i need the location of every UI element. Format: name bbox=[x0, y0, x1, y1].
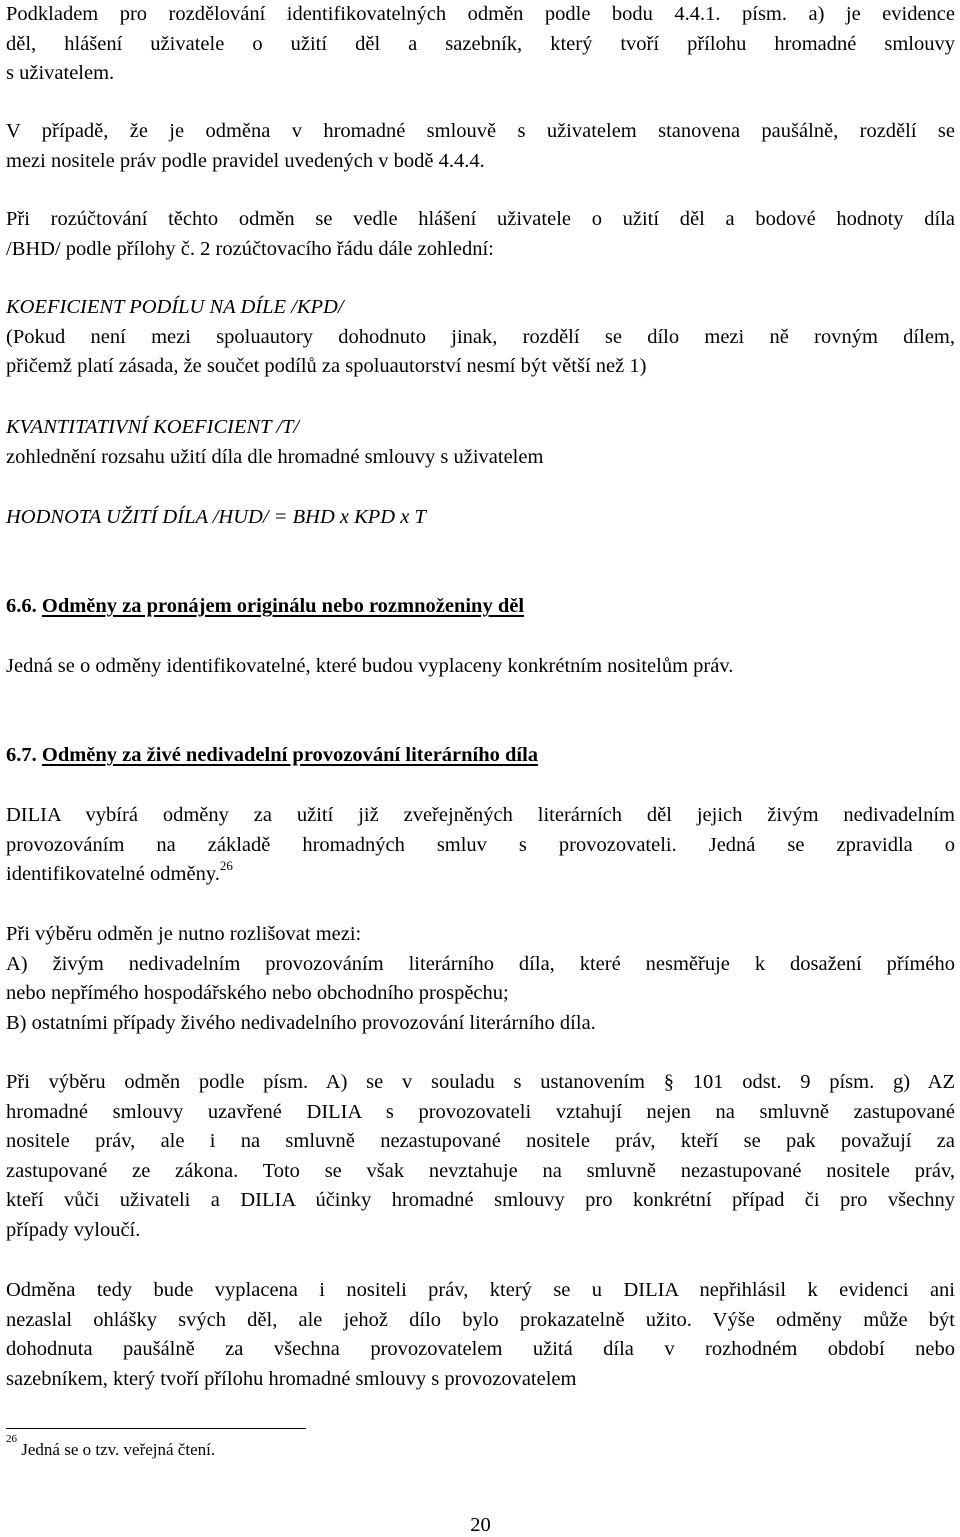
text-line: nebo nepřímého hospodářského nebo obchodního prospěchu; bbox=[6, 982, 509, 1004]
text-line: provozováním na základě hromadných smluv s provozovateli. Jedná se zpravidla o bbox=[6, 833, 955, 856]
text-line: nezaslal ohlášky svých děl, ale jehož dílo bylo prokazatelně užito. Výše odměny může být bbox=[6, 1308, 955, 1331]
text-line: kteří vůči uživateli a DILIA účinky hromadné smlouvy pro konkrétní případ či pro všechny bbox=[6, 1189, 955, 1211]
footnote-reference: 26 bbox=[219, 858, 233, 874]
section-6-7-paragraph-1 bbox=[6, 801, 955, 890]
hud-formula bbox=[6, 503, 955, 533]
text-line: Jedná se o odměny identifikovatelné, které budou vyplaceny konkrétním nositelům práv. bbox=[6, 655, 734, 677]
document-page bbox=[6, 0, 955, 1537]
section-heading-6-7 bbox=[6, 741, 955, 771]
text-line: /BHD/ podle přílohy č. 2 rozúčtovacího řádu dále zohlední: bbox=[6, 237, 494, 260]
list-item-b: B) ostatními případy živého nedivadelního provozování literárního díla. bbox=[6, 1011, 596, 1034]
t-definition bbox=[6, 413, 955, 472]
section-6-7-paragraph-2 bbox=[6, 920, 955, 1038]
paragraph-evidence-basis bbox=[6, 0, 955, 89]
text-line: případy vyloučí. bbox=[6, 1218, 141, 1241]
text-fragment: identifikovatelné odměny. bbox=[6, 863, 220, 885]
text-line: mezi nositele práv podle pravidel uvedených v bodě 4.4.4. bbox=[6, 149, 485, 172]
text-line: DILIA vybírá odměny za užití již zveřejněných literárních děl jejich živým nedivadelním bbox=[6, 804, 955, 826]
text-line: V případě, že je odměna v hromadné smlouvě s uživatelem stanovena paušálně, rozdělí se bbox=[6, 120, 955, 142]
section-number: 6.7. bbox=[6, 744, 37, 766]
text-line: děl, hlášení uživatele o užití děl a sazebník, který tvoří přílohu hromadné smlouvy bbox=[6, 32, 955, 55]
section-6-6-text bbox=[6, 652, 955, 682]
text-line: dohodnuta paušálně za všechna provozovatelem užitá díla v rozhodném období nebo bbox=[6, 1338, 955, 1360]
text-line: přičemž platí zásada, že součet podílů za spoluautorství nesmí být větší než 1) bbox=[6, 355, 647, 377]
page-number: 20 bbox=[470, 1514, 491, 1536]
text-line: Při výběru odměn podle písm. A) se v souladu s ustanovením § 101 odst. 9 písm. g) AZ bbox=[6, 1071, 955, 1093]
footnote bbox=[6, 1433, 216, 1461]
section-6-7-paragraph-4 bbox=[6, 1276, 955, 1394]
text-line: nositele práv, ale i na smluvně nezastupované nositele práv, kteří se pak považují za bbox=[6, 1130, 955, 1152]
text-line: sazebníkem, který tvoří přílohu hromadné smlouvy s provozovatelem bbox=[6, 1367, 577, 1390]
text-line: (Pokud není mezi spoluautory dohodnuto jinak, rozdělí se dílo mezi ně rovným dílem, bbox=[6, 325, 955, 348]
text-line: Odměna tedy bude vyplacena i nositeli práv, který se u DILIA nepřihlásil k evidenci ani bbox=[6, 1279, 955, 1301]
kpd-title: KOEFICIENT PODÍLU NA DÍLE /KPD/ bbox=[6, 296, 344, 318]
text-line bbox=[6, 860, 955, 890]
kpd-definition bbox=[6, 293, 955, 382]
text-line: Při rozúčtování těchto odměn se vedle hlášení uživatele o užití děl a bodové hodnoty díla bbox=[6, 208, 955, 230]
text-line: zastupované ze zákona. Toto se však nevztahuje na smluvně nezastupované nositele práv, bbox=[6, 1159, 955, 1182]
footnote-number: 26 bbox=[6, 1433, 17, 1446]
footnote-text: Jedná se o tzv. veřejná čtení. bbox=[21, 1440, 216, 1459]
paragraph-settlement bbox=[6, 205, 955, 264]
text-line: s uživatelem. bbox=[6, 62, 115, 84]
list-item-a: A) živým nedivadelním provozováním literárního díla, které nesměřuje k dosažení přímého bbox=[6, 952, 955, 975]
t-title: KVANTITATIVNÍ KOEFICIENT /T/ bbox=[6, 416, 300, 438]
section-number: 6.6. bbox=[6, 595, 37, 617]
section-title: Odměny za živé nedivadelní provozování literárního díla bbox=[41, 744, 539, 766]
text-line: zohlednění rozsahu užití díla dle hromadné smlouvy s uživatelem bbox=[6, 445, 544, 468]
section-6-7-paragraph-3 bbox=[6, 1068, 955, 1245]
section-heading-6-6 bbox=[6, 592, 955, 622]
text-line: Při výběru odměn je nutno rozlišovat mezi: bbox=[6, 923, 362, 945]
paragraph-flat-rate bbox=[6, 117, 955, 176]
text-line: Podkladem pro rozdělování identifikovatelných odměn podle bodu 4.4.1. písm. a) je evidence bbox=[6, 3, 955, 25]
section-title: Odměny za pronájem originálu nebo rozmnoženiny děl bbox=[41, 595, 525, 617]
text-line: hromadné smlouvy uzavřené DILIA s provozovateli vztahují nejen na smluvně zastupované bbox=[6, 1100, 955, 1123]
footnote-separator bbox=[6, 1428, 306, 1429]
formula-line: HODNOTA UŽITÍ DÍLA /HUD/ = BHD x KPD x T bbox=[6, 506, 426, 528]
